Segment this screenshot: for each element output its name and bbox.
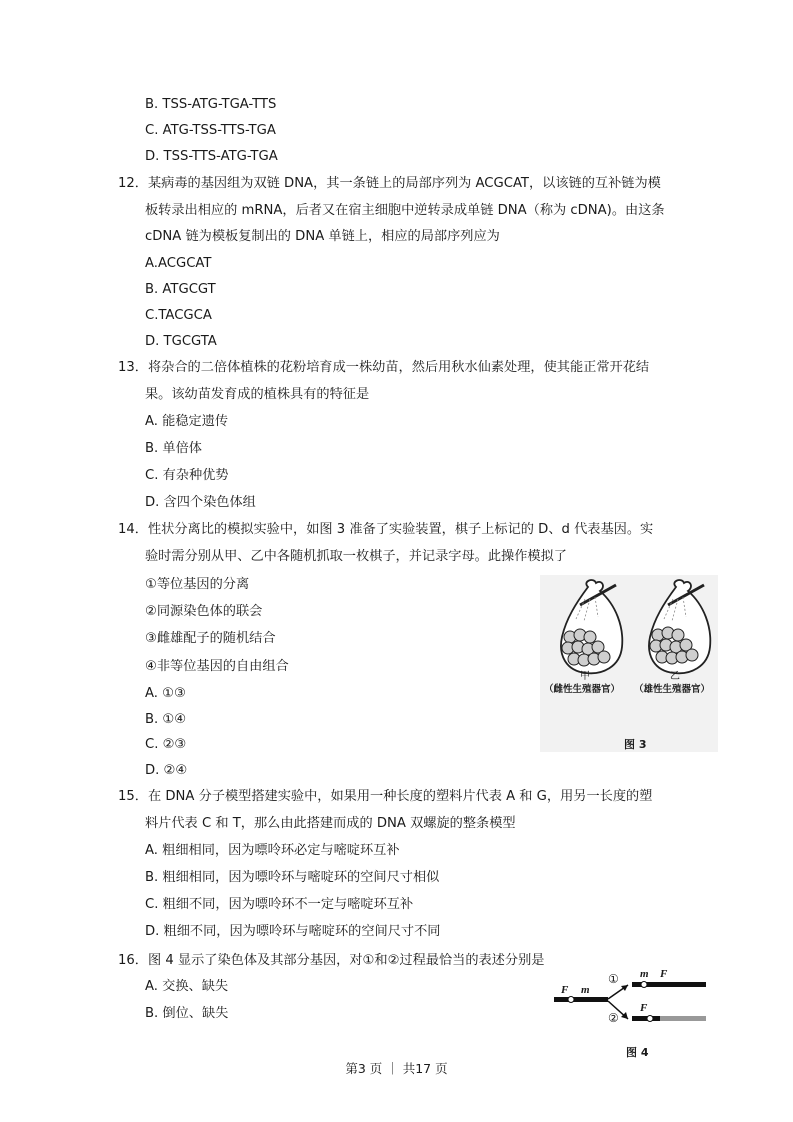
figure-3-title: 图 3 (624, 738, 647, 751)
figure-3-caption-jia: （雌性生殖器官） (544, 684, 621, 695)
product-1-gene-F: F (660, 968, 668, 980)
q14-option-b: B. ①④ (145, 712, 187, 727)
q12-option-c: C.TACGCA (145, 308, 212, 323)
q15-stem-line-1: 15．在 DNA 分子模型搭建实验中，如果用一种长度的塑料片代表 A 和 G，用另一长度的塑 (118, 789, 653, 804)
bag-yi-icon (649, 580, 710, 673)
q12-option-d: D. TGCGTA (145, 334, 217, 349)
q15-option-b: B. 粗细相同，因为嘌呤环与嘧啶环的空间尺寸相似 (145, 870, 440, 885)
q14-statement-3: ③雌雄配子的随机结合 (145, 631, 276, 646)
step-1-label: ① (608, 972, 619, 986)
q12-stem-line-1: 12．某病毒的基因组为双链 DNA，其一条链上的局部序列为 ACGCAT，以该链的互补链为模 (118, 176, 661, 191)
chromosome-original (554, 997, 608, 1002)
q14-statement-2: ②同源染色体的联会 (145, 604, 263, 619)
q14-option-c: C. ②③ (145, 737, 187, 752)
q13-option-d: D. 含四个染色体组 (145, 495, 256, 510)
bag-illustration (540, 575, 718, 695)
q15-option-d: D. 粗细不同，因为嘌呤环与嘧啶环的空间尺寸不同 (145, 924, 441, 939)
figure-3 (540, 575, 718, 752)
step-2-label: ② (608, 1011, 619, 1025)
q15-stem-line-2: 料片代表 C 和 T，那么由此搭建而成的 DNA 双螺旋的整条模型 (145, 816, 516, 831)
chromosome-product-2-hatched (660, 1016, 706, 1021)
q12-option-a: A.ACGCAT (145, 256, 212, 271)
gene-m-label: m (581, 984, 590, 996)
q14-statement-4: ④非等位基因的自由组合 (145, 659, 289, 674)
q15-option-a: A. 粗细相同，因为嘌呤环必定与嘧啶环互补 (145, 843, 400, 858)
centromere-original (568, 997, 574, 1003)
chromosome-diagram (548, 968, 713, 1030)
q16-option-b: B. 倒位、缺失 (145, 1006, 229, 1021)
q13-stem-line-2: 果。该幼苗发育成的植株具有的特征是 (145, 387, 370, 402)
q16-stem: 16．图 4 显示了染色体及其部分基因，对①和②过程最恰当的表述分别是 (118, 953, 545, 968)
bag-jia-icon (561, 580, 622, 673)
q12-stem-line-2: 板转录出相应的 mRNA，后者又在宿主细胞中逆转录成单链 DNA（称为 cDNA)。由这条 (145, 203, 665, 218)
q15-option-c: C. 粗细不同，因为嘌呤环不一定与嘧啶环互补 (145, 897, 414, 912)
q14-option-d: D. ②④ (145, 763, 188, 778)
q13-option-c: C. 有杂种优势 (145, 468, 229, 483)
chromosome-product-2 (632, 1016, 660, 1021)
q14-stem-line-1: 14．性状分离比的模拟实验中，如图 3 准备了实验装置，棋子上标记的 D、d 代表基因。实 (118, 522, 654, 537)
figure-4-title: 图 4 (626, 1046, 649, 1059)
q14-option-a: A. ①③ (145, 686, 186, 701)
figure-4 (548, 968, 713, 1058)
q11-option-d: D. TSS-TTS-ATG-TGA (145, 149, 278, 164)
page-footer: 第3 页 ｜ 共17 页 (345, 1061, 448, 1076)
q13-option-b: B. 单倍体 (145, 441, 202, 456)
q13-option-a: A. 能稳定遗传 (145, 414, 229, 429)
q11-option-c: C. ATG-TSS-TTS-TGA (145, 123, 276, 138)
product-2-gene-F: F (640, 1002, 648, 1014)
q13-stem-line-1: 13．将杂合的二倍体植株的花粉培育成一株幼苗，然后用秋水仙素处理，使其能正常开花结 (118, 360, 650, 375)
q14-statement-1: ①等位基因的分离 (145, 577, 250, 592)
q16-option-a: A. 交换、缺失 (145, 979, 229, 994)
product-1-gene-m: m (640, 968, 649, 980)
gene-F-label: F (561, 984, 569, 996)
q14-stem-line-2: 验时需分别从甲、乙中各随机抓取一枚棋子，并记录字母。此操作模拟了 (145, 549, 567, 564)
q12-option-b: B. ATGCGT (145, 282, 216, 297)
q11-option-b: B. TSS-ATG-TGA-TTS (145, 97, 277, 112)
figure-3-caption-yi: （雄性生殖器官） (634, 684, 711, 695)
figure-3-label-yi: 乙 (670, 671, 680, 682)
figure-3-label-jia: 甲 (580, 671, 590, 682)
q12-stem-line-3: cDNA 链为模板复制出的 DNA 单链上，相应的局部序列应为 (145, 229, 500, 244)
